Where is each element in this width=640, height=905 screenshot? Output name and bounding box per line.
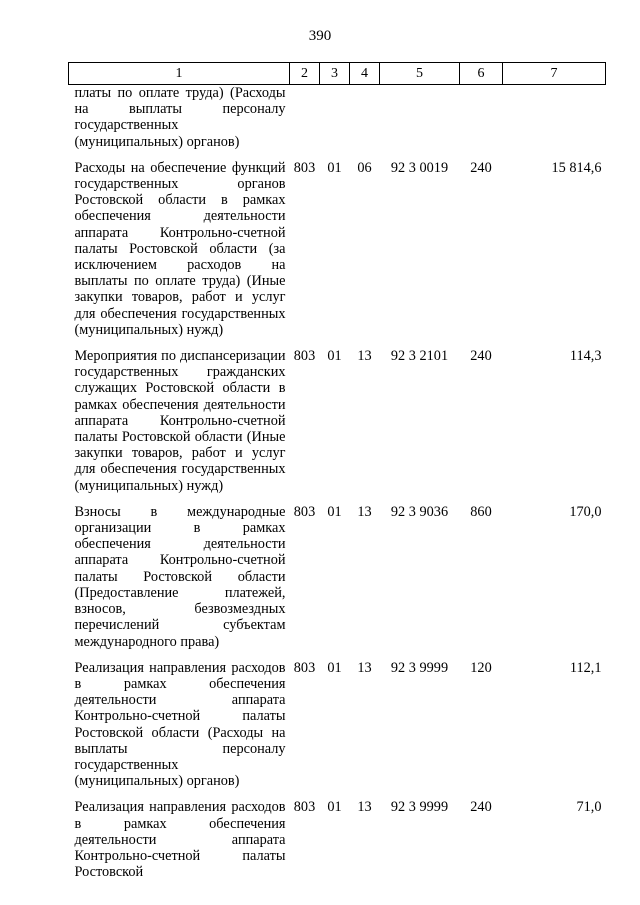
row-spacer <box>69 150 606 160</box>
row-amount <box>503 85 606 150</box>
row-spacer <box>69 789 606 799</box>
row-expense-type: 240 <box>470 799 492 816</box>
row-section-code <box>320 85 350 150</box>
row-section-code: 01 <box>327 659 342 676</box>
row-ministry-code: 803 <box>293 659 316 676</box>
row-expense-type: 120 <box>470 659 492 676</box>
page-number: 390 <box>308 28 332 44</box>
row-subsection-code <box>350 85 380 150</box>
row-amount: 170,0 <box>569 503 602 520</box>
row-section-code: 01 <box>327 159 342 176</box>
table-row <box>69 799 606 880</box>
row-ministry-code: 803 <box>293 159 316 176</box>
row-target-article: 92 3 2101 <box>390 348 449 365</box>
row-description: Мероприятия по диспансеризации государственных гражданских служащих Ростовской области в рамках обеспечения деятельности аппарата Контрольно-счетной палаты Ростовской области (Иные закупки товаров, работ и услуг для обеспечения государственных (муниципальных) нужд) <box>74 348 286 494</box>
table-row <box>69 348 606 494</box>
table-body <box>69 85 606 881</box>
row-target-article: 92 3 9999 <box>390 799 449 816</box>
row-subsection-code: 13 <box>357 503 372 520</box>
row-ministry-code: 803 <box>293 799 316 816</box>
row-description: Расходы на обеспечение функций государственных органов Ростовской области в рамках обеспечения деятельности аппарата Контрольно-счетной палаты Ростовской области (за исключением расходов на выплаты по оплате труда) (Иные закупки товаров, работ и услуг для обеспечения государственных (муниципальных) нужд) <box>74 159 286 338</box>
row-spacer <box>69 494 606 504</box>
budget-table <box>68 62 606 880</box>
row-description: Реализация направления расходов в рамках обеспечения деятельности аппарата Контрольно-счетной палаты Ростовской области (Расходы на выплаты персоналу государственных (муниципальных) органов) <box>74 659 286 790</box>
row-target-article: 92 3 9036 <box>390 503 449 520</box>
column-header-2: 2 <box>290 63 320 85</box>
row-target-article: 92 3 0019 <box>390 159 449 176</box>
row-expense-type: 240 <box>470 348 492 365</box>
row-subsection-code: 06 <box>357 159 372 176</box>
header-row <box>69 63 606 85</box>
row-amount: 112,1 <box>569 659 602 676</box>
row-section-code: 01 <box>327 799 342 816</box>
row-description: Реализация направления расходов в рамках обеспечения деятельности аппарата Контрольно-счетной палаты Ростовской <box>74 799 286 881</box>
row-spacer <box>69 650 606 660</box>
row-subsection-code: 13 <box>357 659 372 676</box>
row-ministry-code <box>290 85 320 150</box>
column-header-5: 5 <box>380 63 460 85</box>
column-header-3: 3 <box>320 63 350 85</box>
table-row <box>69 160 606 338</box>
row-section-code: 01 <box>327 503 342 520</box>
row-expense-type: 240 <box>470 159 492 176</box>
column-header-4: 4 <box>350 63 380 85</box>
row-description: платы по оплате труда) (Расходы на выплаты персоналу государственных (муниципальных) органов) <box>74 85 286 150</box>
column-header-6: 6 <box>460 63 503 85</box>
row-spacer <box>69 338 606 348</box>
row-expense-type: 860 <box>470 503 492 520</box>
row-target-article <box>380 85 460 150</box>
table-row <box>69 85 606 150</box>
row-subsection-code: 13 <box>357 348 372 365</box>
row-expense-type <box>460 85 503 150</box>
row-section-code: 01 <box>327 348 342 365</box>
row-target-article: 92 3 9999 <box>390 659 449 676</box>
row-ministry-code: 803 <box>293 503 316 520</box>
row-amount: 71,0 <box>576 799 602 816</box>
row-subsection-code: 13 <box>357 799 372 816</box>
column-header-1: 1 <box>69 63 290 85</box>
table-row <box>69 660 606 790</box>
row-description: Взносы в международные организации в рамках обеспечения деятельности аппарата Контрольно-счетной палаты Ростовской области (Предоставление платежей, взносов, безвозмездных перечислений субъектам международного права) <box>74 503 286 650</box>
row-amount: 15 814,6 <box>551 159 602 176</box>
column-header-7: 7 <box>503 63 606 85</box>
table-header <box>69 63 606 85</box>
table-row <box>69 504 606 650</box>
row-ministry-code: 803 <box>293 348 316 365</box>
row-amount: 114,3 <box>569 348 602 365</box>
